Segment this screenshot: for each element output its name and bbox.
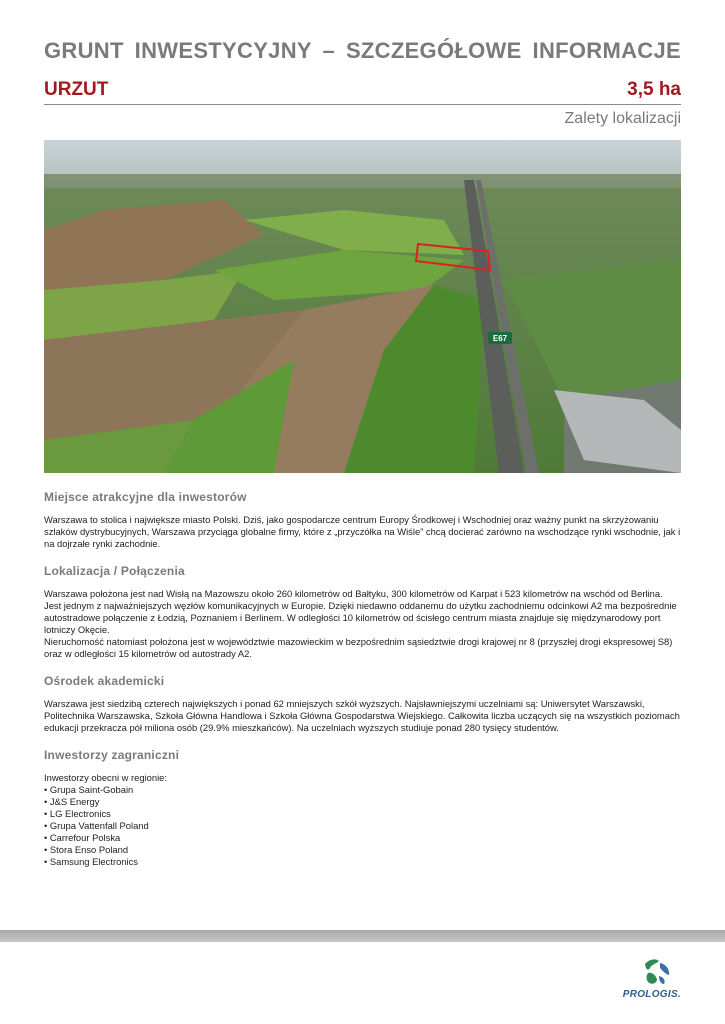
prologis-logo — [611, 955, 681, 1003]
section-body: Warszawa położona jest nad Wisłą na Mazowszu około 260 kilometrów od Bałtyku, 300 kilometrów od Karpat i 523 kilometrów na wschód od Berlina. Jest jednym z najważniejszych węzłów komunikacyjnych w Europie. Dzięki niedawno oddanemu do użytku zachodniemu odcinkowi A2 ma bezpośrednie autostradowe połączenie z Łodzią, Poznaniem i Berlinem. W odległości 10 kilometrów od ścisłego centrum miasta znajduje się międzynarodowy port lotniczy Okęcie. — [44, 588, 677, 635]
subtitle-row — [44, 79, 681, 105]
list-item: • Grupa Vattenfall Poland — [44, 820, 681, 832]
location-name: URZUT — [44, 79, 109, 100]
road-sign-label: E67 — [492, 334, 508, 343]
content — [44, 490, 681, 882]
globe-icon — [639, 955, 673, 989]
logo-wordmark: PROLOGIS. — [622, 989, 681, 1000]
section-heading: Lokalizacja / Połączenia — [44, 564, 185, 578]
section-heading: Miejsce atrakcyjne dla inwestorów — [44, 490, 247, 504]
section-foreign-investors — [44, 748, 681, 868]
section-academic — [44, 674, 681, 734]
section-heading: Inwestorzy zagraniczni — [44, 748, 180, 762]
list-item: • Samsung Electronics — [44, 856, 681, 868]
list-item: • Grupa Saint-Gobain — [44, 784, 681, 796]
aerial-photo — [44, 140, 681, 473]
section-investors-attraction — [44, 490, 681, 550]
list-item: • J&S Energy — [44, 796, 681, 808]
section-body: Warszawa jest siedzibą czterech największych i ponad 62 mniejszych szkół wyższych. Najsławniejszymi uczelniami są: Uniwersytet Warszawski, Politechnika Warszawska, Szkoła Główna Handlowa i Szkoła Główna Gospodarstwa Wiejskiego. Całkowita liczba uczących się na wszystkich poziomach edukacji przekracza pół miliona osób (29.9% mieszkańców). Na uczelniach wyższych studiuje ponad 280 tysięcy studentów. — [44, 698, 680, 733]
investors-intro: Inwestorzy obecni w regionie: — [44, 772, 167, 783]
section-body-2: Nieruchomość natomiast położona jest w województwie mazowieckim w bezpośrednim sąsiedztwie drogi krajowej nr 8 (przyszłej drogi ekspresowej S8) oraz w odległości 15 kilometrów od autostrady A2. — [44, 636, 673, 659]
tagline: Zalety lokalizacji — [564, 110, 681, 127]
aerial-photo-illustration — [44, 140, 681, 473]
list-item: • Stora Enso Poland — [44, 844, 681, 856]
page-title: GRUNT INWESTYCYJNY – SZCZEGÓŁOWE INFORMACJE — [44, 38, 681, 63]
plot-area: 3,5 ha — [627, 79, 681, 100]
section-location — [44, 564, 681, 660]
section-heading: Ośrodek akademicki — [44, 674, 165, 688]
list-item: • LG Electronics — [44, 808, 681, 820]
section-body: Warszawa to stolica i największe miasto Polski. Dziś, jako gospodarcze centrum Europy Środkowej i Wschodniej oraz ważny punkt na skrzyżowaniu szlaków dystrybucyjnych, Warszawa przyciąga globalne firmy, które z „przyczółka na Wiśle” chcą docierać zarówno na wschodzące rynki wschodnie, jak i na dojrzałe rynki zachodnie. — [44, 514, 681, 549]
footer-divider — [0, 930, 725, 942]
investors-list — [44, 784, 681, 868]
list-item: • Carrefour Polska — [44, 832, 681, 844]
